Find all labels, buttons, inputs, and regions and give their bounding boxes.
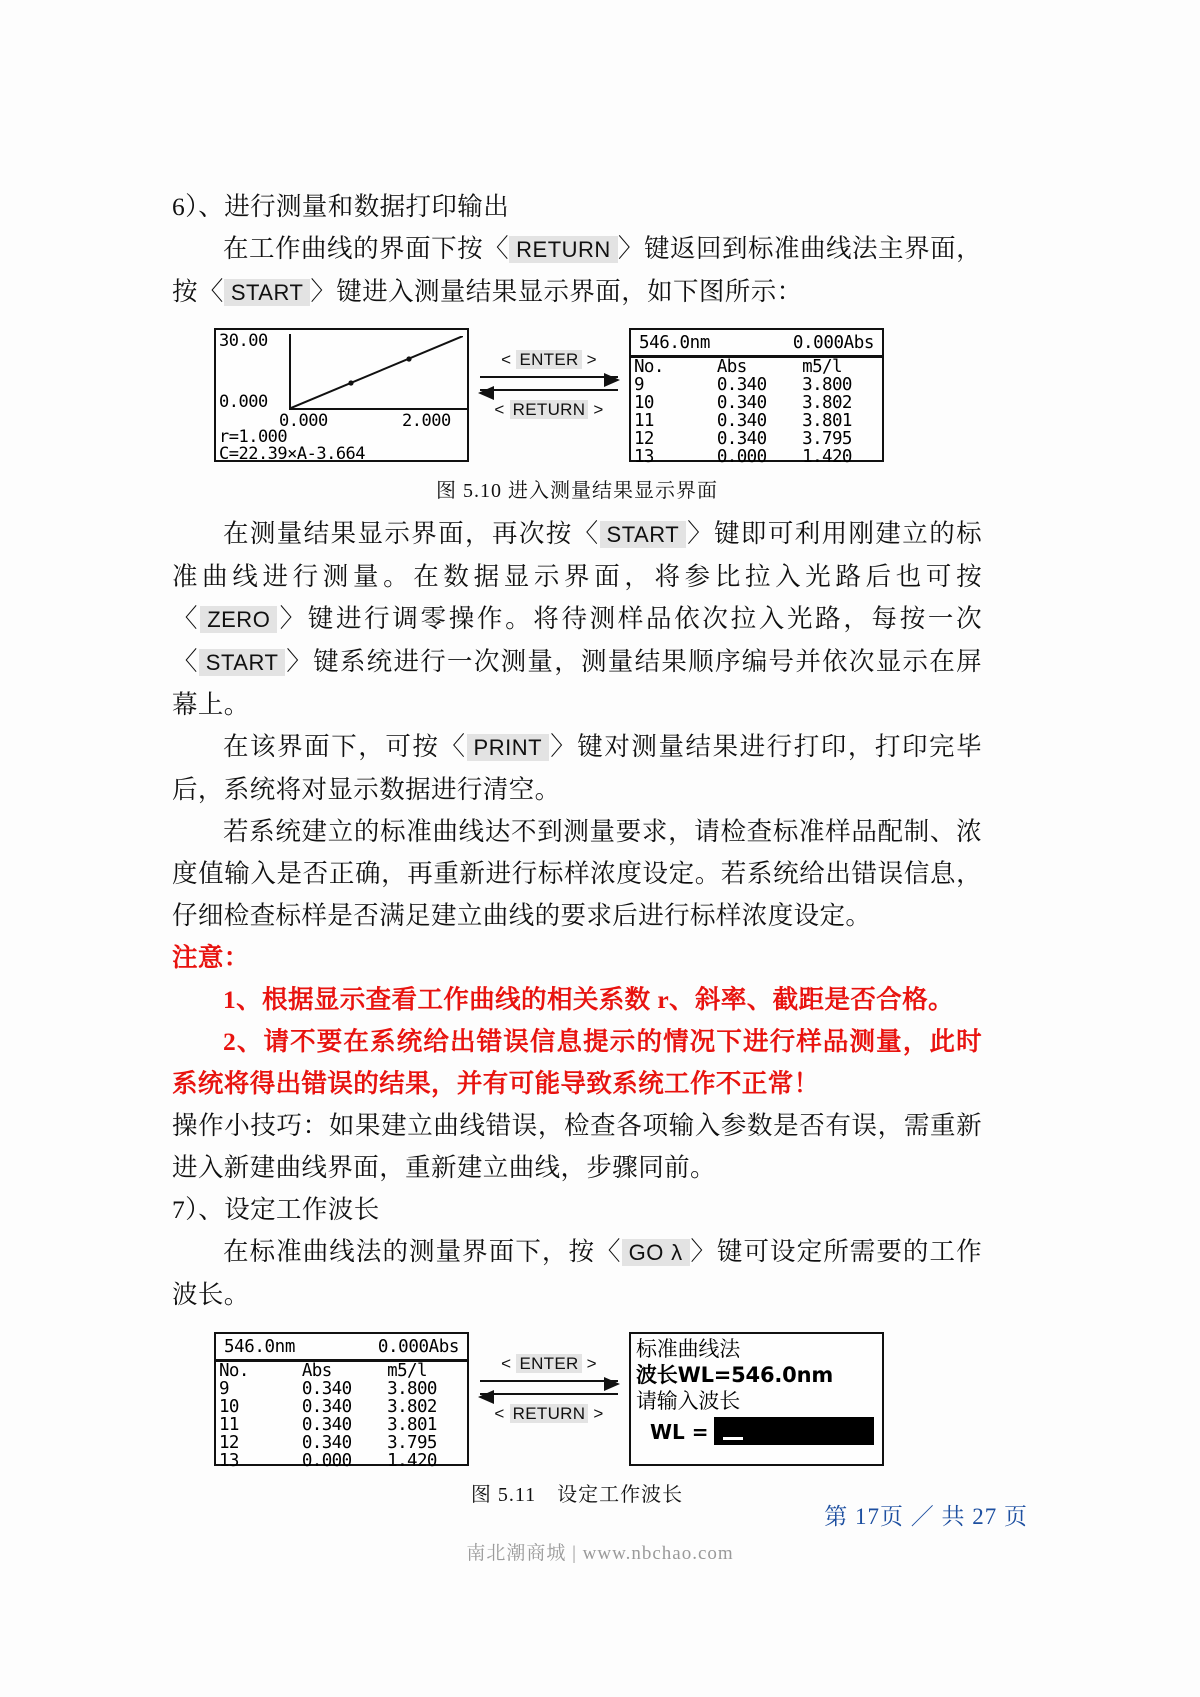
graph-x-axis [289,408,467,410]
p2-text-c: 〉键进行调零操作。将待测样品依次拉入光路，每按一次〈 [172,604,982,676]
arrow-line-backward [480,389,618,391]
section-7-paragraph [172,1231,982,1316]
cell-no: 10 [634,393,654,413]
cell-conc: 3.801 [802,411,852,431]
cell-abs: 0.340 [301,1379,352,1399]
paragraph-3 [172,726,982,811]
cell-conc: 3.802 [802,393,852,413]
lcd-results-display-2 [214,1332,469,1471]
arrow-key-enter: ENTER [516,350,581,369]
figure-5-10-row [172,328,982,467]
section-7-heading: 7）、设定工作波长 [172,1195,380,1224]
cell-abs: 0.340 [301,1433,352,1453]
page-content [172,186,982,1507]
paragraph-2 [172,513,982,726]
arrow-label-return-2: < RETURN > [494,1404,604,1423]
p3-text-b: 〉键对测量结果进行打印，打印完毕后，系统将对显示数据进行清空。 [172,732,982,804]
column-header-no-2: No. [219,1361,249,1381]
para1-text-a: 在工作曲线的界面下按〈 [223,234,510,263]
cell-conc: 3.802 [387,1397,437,1417]
note-title: 注意： [172,943,250,972]
cell-conc: 3.795 [387,1433,437,1453]
table-row [216,1416,467,1434]
lcd-curve-display [214,328,469,462]
figure-5-11 [172,1332,982,1507]
cell-abs: 0.340 [716,375,767,395]
wl-input-row[interactable] [636,1417,878,1445]
keycap-return: RETURN [509,236,618,263]
graph-x-max-label: 2.000 [402,411,451,431]
lcd-results-body-2 [216,1362,467,1470]
wl-input-label: WL = [650,1420,709,1444]
cell-no: 13 [219,1451,239,1471]
results-table-header-row [631,358,882,376]
lcd-absorbance-value: 0.000Abs [792,332,874,353]
arrow-key-enter-2: ENTER [516,1354,581,1373]
tip-paragraph: 操作小技巧：如果建立曲线错误，检查各项输入参数是否有误，需重新进入新建曲线界面，重新建立曲线，步骤同前。 [172,1111,982,1182]
table-row [216,1398,467,1416]
graph-equation: C=22.39×A-3.664 [219,444,366,464]
figure-5-10 [172,328,982,503]
arrow-label-enter-2: < ENTER > [501,1354,597,1373]
results-table-2 [216,1362,467,1470]
wl-prompt: 请输入波长 [636,1389,740,1413]
lcd-absorbance-value-2: 0.000Abs [377,1336,459,1357]
column-header-abs: Abs [716,357,747,377]
arrow-label-return: < RETURN > [494,400,604,419]
text-cursor-icon [723,1437,743,1440]
figure-5-11-row [172,1332,982,1471]
cell-no: 9 [634,375,644,395]
arrow-head-left-icon-2 [478,1390,494,1404]
cell-abs: 0.340 [716,429,767,449]
paragraph-4: 若系统建立的标准曲线达不到测量要求，请检查标准样品配制、浓度值输入是否正确，再重新进行标样浓度设定。若系统给出错误信息，仔细检查标样是否满足建立曲线的要求后进行标样浓度设定。 [172,817,982,930]
lcd-wavelength-entry [629,1332,884,1466]
column-header-concentration: m5/l [802,357,842,377]
arrow-forward-2 [474,1376,624,1402]
cell-conc: 3.795 [802,429,852,449]
table-row [216,1434,467,1452]
cell-no: 12 [219,1433,239,1453]
wl-input-field[interactable] [714,1417,874,1445]
para1-text-c: 〉键进入测量结果显示界面，如下图所示： [310,277,803,306]
column-header-no: No. [634,357,664,377]
table-row [631,412,882,430]
arrow-head-right-icon [604,373,620,387]
p7-text-b: 〉键可设定所需要的工作波长。 [172,1237,982,1309]
cell-abs: 0.000 [301,1451,352,1471]
p2-text-b: 〉键即可利用刚建立的标准曲线进行测量。在数据显示界面，将参比拉入光路后也可按〈 [172,519,982,633]
results-table-body [631,376,882,466]
graph-y-max-label: 30.00 [219,331,268,351]
arrow-head-left-icon [478,386,494,400]
arrow-key-return: RETURN [510,400,589,419]
cell-abs: 0.000 [716,447,767,467]
page-number: 第 17页 ／ 共 27 页 [824,1504,1028,1529]
arrow-head-right-icon-2 [604,1377,620,1391]
cell-abs: 0.340 [301,1397,352,1417]
keycap-start-2: START [600,521,687,548]
lcd-wavelength-value-2: 546.0nm [224,1336,295,1357]
note-item-2: 2、请不要在系统给出错误信息提示的情况下进行样品测量，此时系统将得出错误的结果，并有可能导致系统工作不正常！ [172,1027,982,1098]
arrow-line-forward-2 [480,1380,618,1382]
cell-no: 13 [634,447,654,467]
graph-x-min-label: 0.000 [279,411,328,431]
arrow-line-forward [480,376,618,378]
wl-current-value: 波长WL=546.0nm [636,1363,833,1387]
cell-no: 9 [219,1379,229,1399]
footer-site-credit: 南北潮商城 | www.nbchao.com [466,1543,734,1564]
keycap-zero: ZERO [200,606,277,633]
curve-graph [216,330,467,464]
para1-text-b: 〉键返回到标准曲线法主界面，按〈 [172,234,982,306]
figure-5-11-caption: 图 5.11 设定工作波长 [470,1484,684,1506]
keycap-go-lambda: GO λ [622,1239,690,1266]
keycap-start-3: START [199,649,286,676]
table-row [631,394,882,412]
cell-no: 12 [634,429,654,449]
table-row [631,448,882,466]
results-table-header-row-2 [216,1362,467,1380]
column-header-abs-2: Abs [301,1361,332,1381]
section-6-paragraph-1 [172,228,982,314]
cell-conc: 3.800 [387,1379,437,1399]
results-table [631,358,882,466]
lcd-results-header [631,330,882,358]
arrow-forward [474,372,624,398]
keycap-print: PRINT [467,734,550,761]
table-row [631,430,882,448]
cell-abs: 0.340 [716,411,767,431]
section-6-heading: 6）、进行测量和数据打印输出 [172,192,510,221]
results-table-body-2 [216,1380,467,1470]
table-row [631,376,882,394]
figure-5-10-caption: 图 5.10 进入测量结果显示界面 [436,480,718,502]
lcd-results-body [631,358,882,466]
figure-5-10-arrows [469,328,629,420]
lcd-wavelength-value: 546.0nm [639,332,710,353]
cell-conc: 3.800 [802,375,852,395]
figure-5-11-arrows [469,1332,629,1424]
graph-correlation-value: r=1.000 [219,427,288,447]
table-row [216,1452,467,1470]
graph-y-min-label: 0.000 [219,392,268,412]
graph-calibration-line [291,336,463,408]
table-row [216,1380,467,1398]
keycap-start: START [224,279,311,306]
wl-method-title: 标准曲线法 [636,1337,740,1361]
arrow-key-return-2: RETURN [510,1404,589,1423]
p2-text-a: 在测量结果显示界面，再次按〈 [223,519,600,548]
column-header-concentration-2: m5/l [387,1361,427,1381]
cell-abs: 0.340 [716,393,767,413]
cell-conc: 1.420 [387,1451,437,1471]
arrow-line-backward-2 [480,1393,618,1395]
arrow-label-enter: < ENTER > [501,350,597,369]
cell-conc: 1.420 [802,447,852,467]
lcd-results-header-2 [216,1334,467,1362]
p7-text-a: 在标准曲线法的测量界面下，按〈 [223,1237,622,1266]
cell-abs: 0.340 [301,1415,352,1435]
cell-no: 11 [634,411,654,431]
lcd-results-display [629,328,884,467]
cell-conc: 3.801 [387,1415,437,1435]
p2-text-d: 〉键系统进行一次测量，测量结果顺序编号并依次显示在屏幕上。 [172,647,982,719]
cell-no: 10 [219,1397,239,1417]
cell-no: 11 [219,1415,239,1435]
p3-text-a: 在该界面下，可按〈 [223,732,467,761]
note-item-1: 1、根据显示查看工作曲线的相关系数 r、斜率、截距是否合格。 [223,985,954,1014]
